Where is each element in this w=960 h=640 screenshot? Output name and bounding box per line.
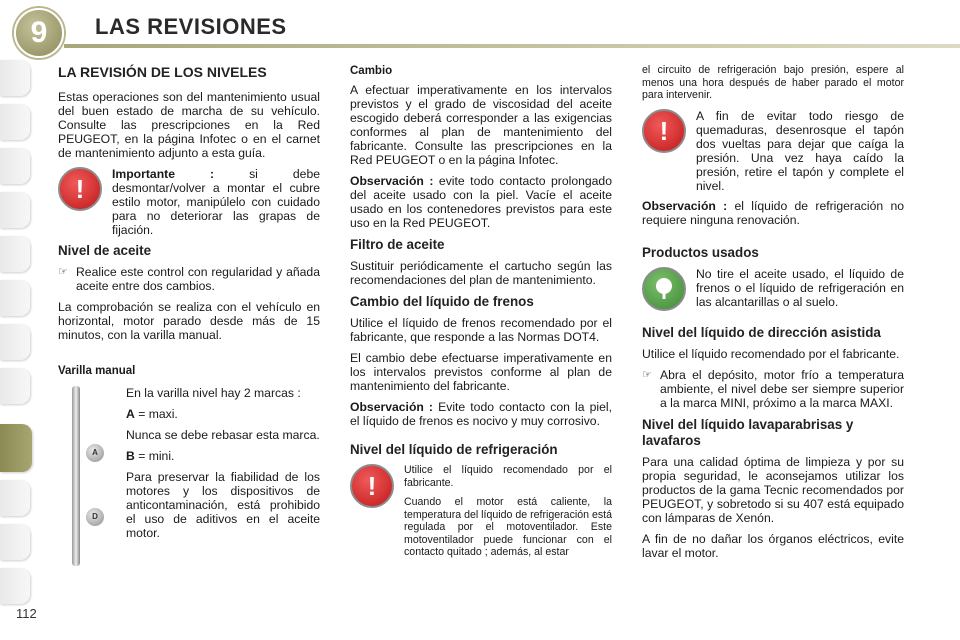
mark-a-badge: A: [86, 444, 104, 462]
chapter-tab[interactable]: [0, 568, 30, 604]
mark-a-desc: A = maxi.: [126, 407, 178, 421]
chapter-tab[interactable]: [0, 104, 30, 140]
warning-icon: !: [58, 167, 102, 211]
observation-1: Observación : evite todo contacto prolongado del aceite usado con la piel. Vacíe el aceite usado en los contenedores previstos para este uso en la Red PEUGEOT.: [350, 174, 612, 230]
chapter-tab[interactable]: [0, 324, 30, 360]
mark-b-desc: B = mini.: [126, 449, 175, 463]
important-label: Importante :: [112, 167, 215, 181]
mark-d-badge: D: [86, 508, 104, 526]
never-exceed: Nunca se debe rebasar esta marca.: [126, 428, 320, 442]
coolant-paragraph-1: Utilice el líquido recomendado por el fabricante.: [404, 464, 612, 489]
coolant-heading: Nivel del líquido de refrigeración: [350, 442, 558, 457]
warning-icon: !: [350, 464, 394, 508]
chapter-tab[interactable]: [0, 192, 30, 228]
change-heading: Cambio: [350, 65, 393, 77]
chapter-tab[interactable]: [0, 148, 30, 184]
oil-bullet: ☞ Realice este control con regularidad y añada aceite entre dos cambios.: [58, 265, 320, 293]
warning-icon: !: [642, 109, 686, 153]
tree-icon: [642, 267, 686, 311]
burn-warning: ! A fin de evitar todo riesgo de quemaduras, desenrosque el tapón dos vueltas para dejar que caíga la presión. Una vez haya caído la presión, retire el tapón y complete el nivel.: [642, 109, 904, 193]
chapter-tabs: [0, 60, 34, 620]
chapter-tab[interactable]: [0, 60, 30, 96]
dipstick-section: [58, 386, 320, 566]
page-number: 112: [16, 606, 37, 621]
steering-paragraph: Utilice el líquido recomendado por el fabricante.: [642, 346, 900, 361]
washer-paragraph-2: A fin de no dañar los órganos eléctricos, evite lavar el motor.: [642, 531, 904, 560]
dipstick-intro: En la varilla nivel hay 2 marcas :: [126, 386, 301, 400]
dipstick-heading: Varilla manual: [58, 365, 136, 377]
brake-fluid-heading: Cambio del líquido de frenos: [350, 294, 534, 309]
observation-2: Observación : Evite todo contacto con la piel, el líquido de frenos es nocivo y muy corrosivo.: [350, 400, 612, 428]
additives-warning: Para preservar la fiabilidad de los motores y los dispositivos de anticontaminación, está prohibido el uso de aditivos en el aceite motor.: [126, 470, 320, 540]
oil-level-heading: Nivel de aceite: [58, 243, 152, 258]
used-products-heading: Productos usados: [642, 244, 759, 260]
coolant-continued: el circuito de refrigeración bajo presión, espere al menos una hora después de haber parado el motor para intervenir.: [642, 64, 904, 101]
chapter-number-badge: 9: [14, 8, 64, 58]
steering-bullet: ☞ Abra el depósito, motor frío a temperatura ambiente, el nivel debe ser siempre superior a la marca MINI, próximo a la marca MAXI.: [642, 367, 904, 410]
dipstick-illustration: [58, 386, 108, 566]
intro-paragraph: Estas operaciones son del mantenimiento usual del buen estado de marcha de su vehículo. Consulte las prescripciones en la Red PEUGEOT, en la página Infotec o en el carnet de mantenimiento adjunto a esta guía.: [58, 90, 320, 160]
brake-paragraph-1: Utilice el líquido de frenos recomendado por el fabricante, que responde a las Normas DOT4.: [350, 316, 612, 344]
chapter-tab-active[interactable]: [0, 424, 32, 472]
chapter-tab[interactable]: [0, 368, 30, 404]
steering-fluid-heading: Nivel del líquido de dirección asistida: [642, 324, 881, 340]
change-paragraph: A efectuar imperativamente en los intervalos previstos y el grado de viscosidad del aceite escogido deberá corresponder a las exigencias conformes al plan de mantenimiento del fabricante. Consulte las prescripciones en la Red PEUGEOT o en la página Infotec.: [350, 83, 612, 167]
pointing-hand-icon: ☞: [58, 266, 68, 278]
column-left: [58, 64, 320, 566]
pointing-hand-icon: ☞: [642, 368, 652, 381]
chapter-tab[interactable]: [0, 524, 30, 560]
dipstick-text: [126, 386, 320, 566]
column-middle: [350, 64, 612, 572]
column-right: [642, 64, 904, 567]
coolant-paragraph-2: Cuando el motor está caliente, la temperatura del líquido de refrigeración está regulada por el motoventilador. Este motoventilador puede funcionar con el contacto quitado ; además, al estar: [404, 496, 612, 558]
page-title: LAS REVISIONES: [95, 14, 287, 39]
washer-paragraph-1: Para una calidad óptima de limpieza y por su propia seguridad, le aconsejamos utilizar los productos de la gama Tecnic recomendados por PEUGEOT, y sobretodo si su 407 está equipado con lámparas de Xenón.: [642, 454, 904, 525]
oil-paragraph: La comprobación se realiza con el vehículo en horizontal, motor parado desde más de 15 minutos, con la varilla manual.: [58, 300, 320, 342]
important-text: si debe desmontar/volver a montar el cubre estilo motor, manipúlelo con cuidado para no deteriorar las grapas de fijación.: [112, 167, 321, 237]
dipstick-rod: [72, 386, 80, 566]
observation-3: Observación : el líquido de refrigeración no requiere ninguna renovación.: [642, 198, 904, 227]
washer-fluid-heading: Nivel del líquido lavaparabrisas y lavafaros: [642, 416, 854, 448]
chapter-tab[interactable]: [0, 236, 30, 272]
important-note: [58, 167, 320, 237]
chapter-tab[interactable]: [0, 480, 30, 516]
coolant-note: [350, 464, 612, 566]
used-products-note: No tire el aceite usado, el líquido de frenos o el líquido de refrigeración en las alcantarillas o al suelo.: [642, 267, 904, 311]
section-title: LA REVISIÓN DE LOS NIVELES: [58, 64, 267, 80]
brake-paragraph-2: El cambio debe efectuarse imperativamente en los intervalos previstos conforme al plan de mantenimiento del fabricante.: [350, 351, 612, 393]
oil-filter-heading: Filtro de aceite: [350, 237, 445, 252]
oil-filter-paragraph: Sustituir periódicamente el cartucho según las recomendaciones del plan de mantenimiento.: [350, 259, 612, 287]
header-divider: [64, 44, 960, 48]
chapter-tab[interactable]: [0, 280, 30, 316]
